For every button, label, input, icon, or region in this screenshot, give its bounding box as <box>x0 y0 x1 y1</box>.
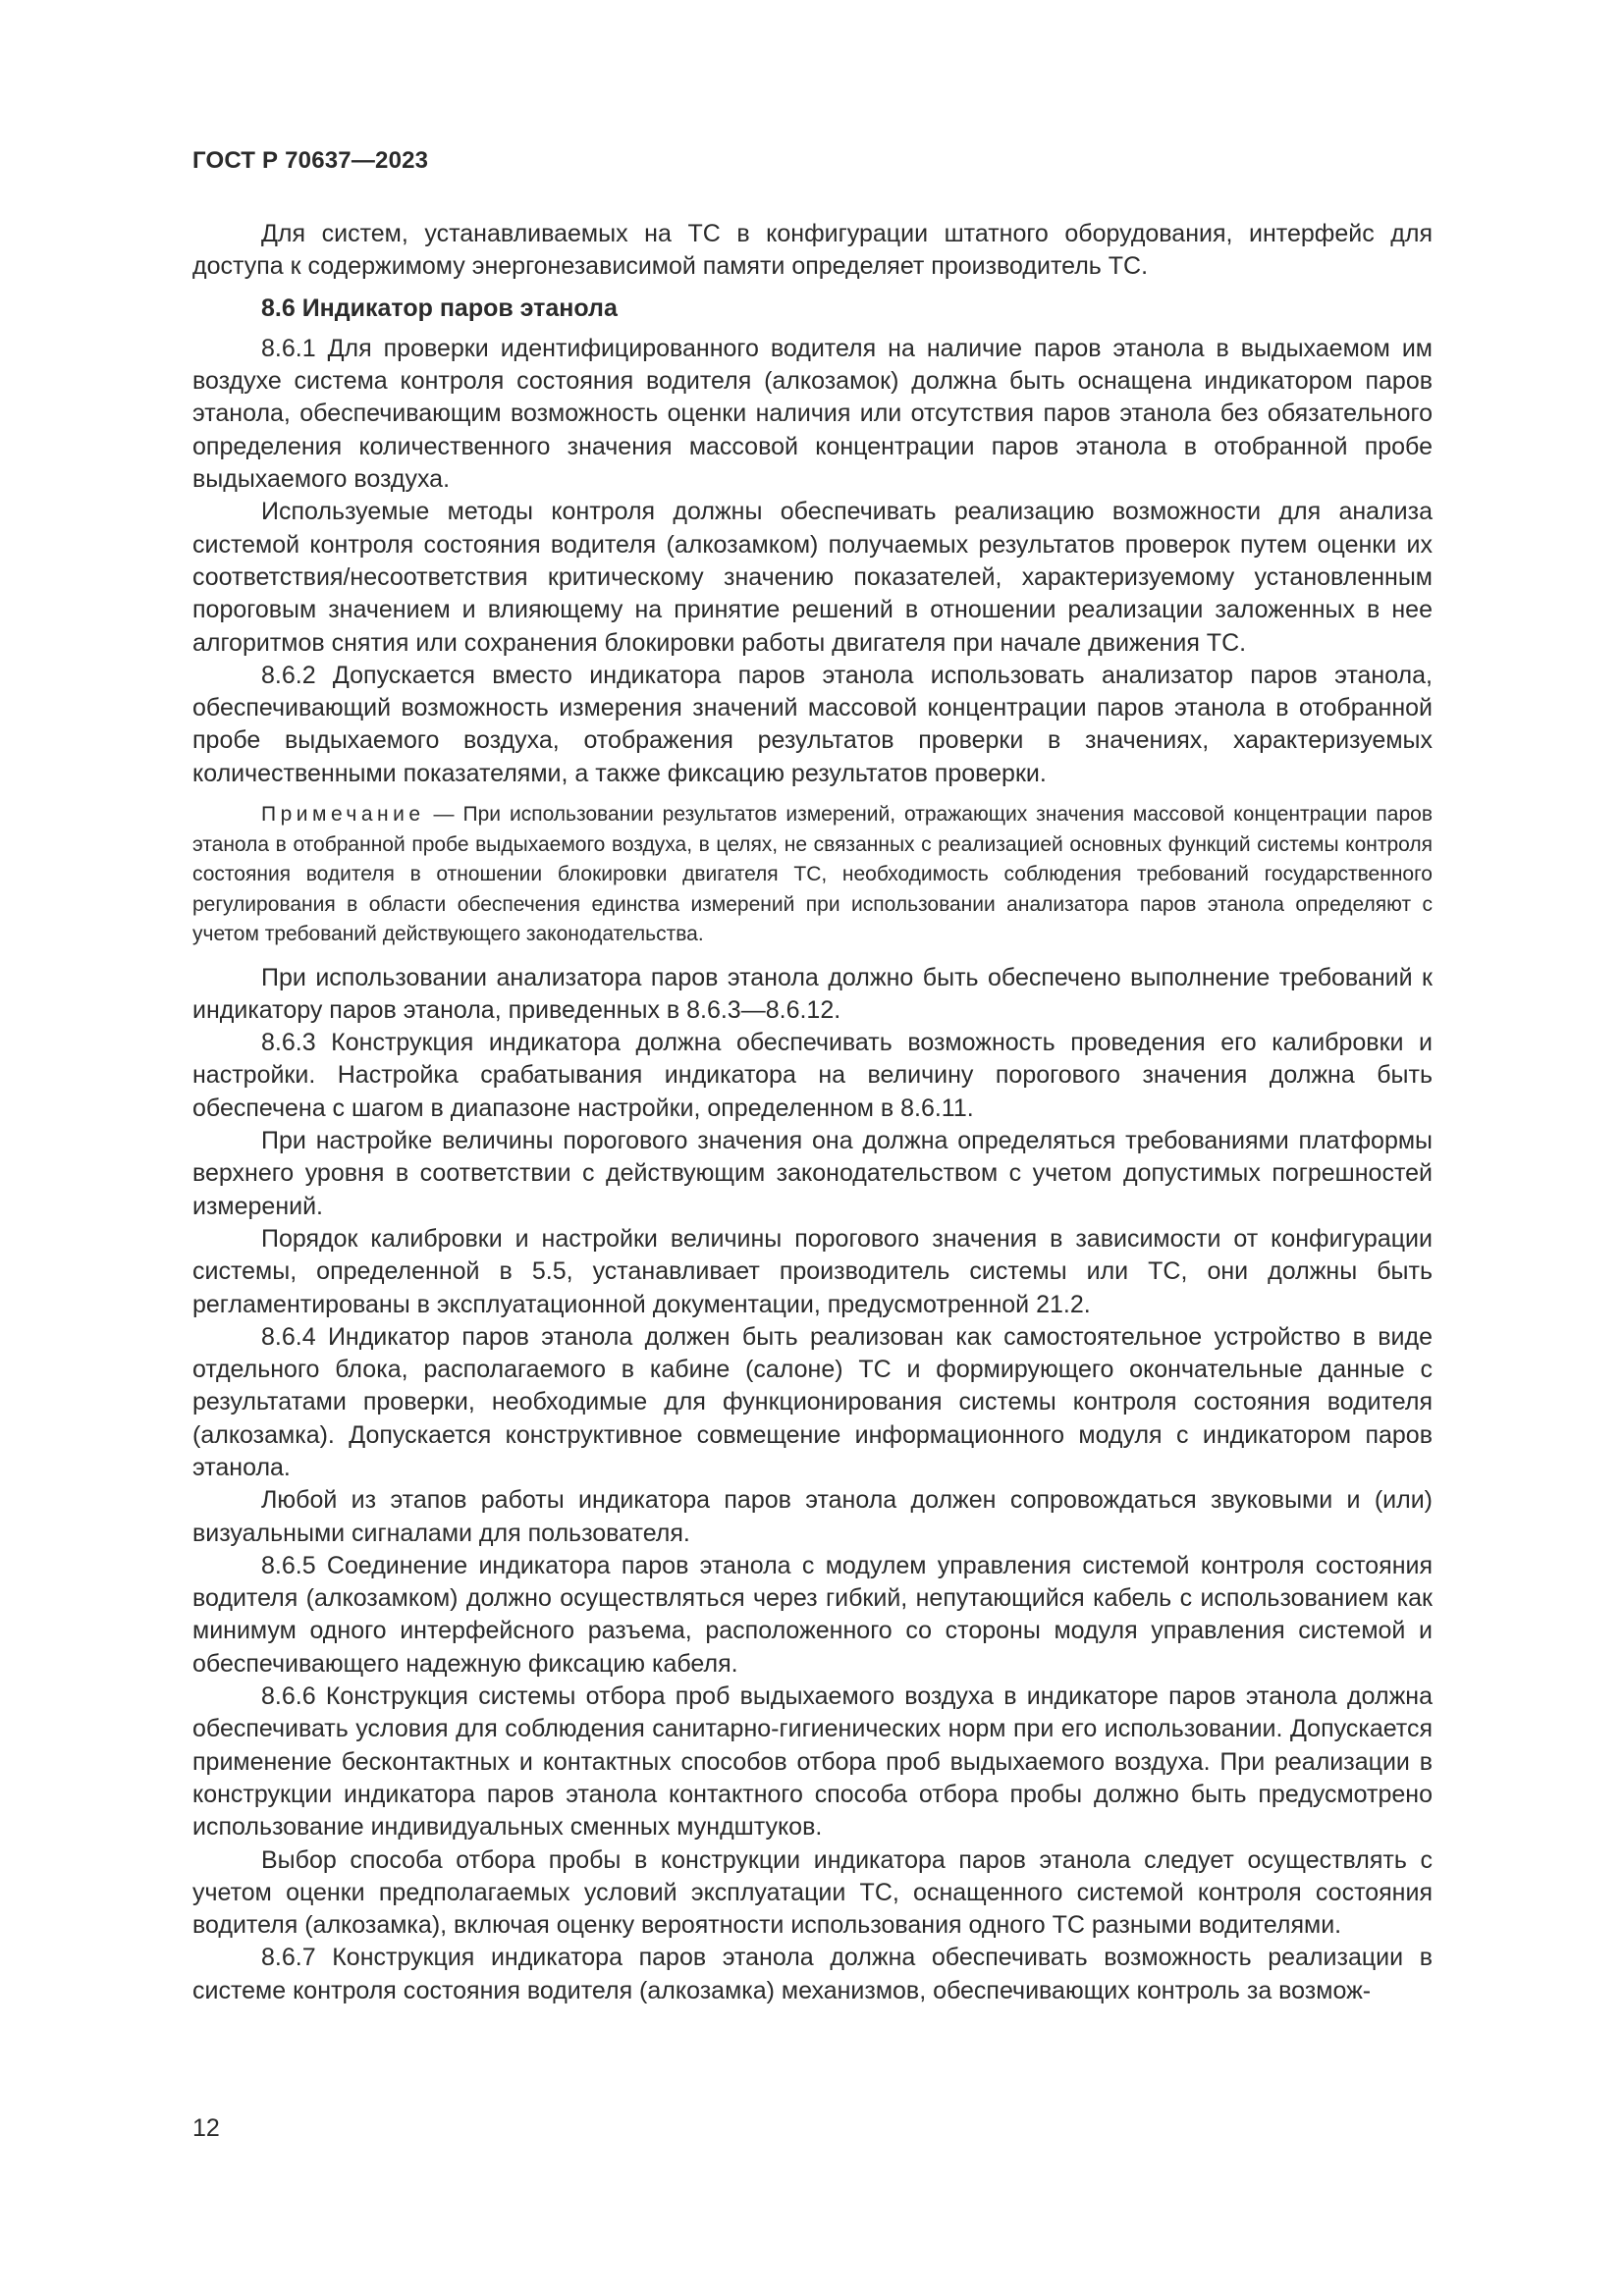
note-paragraph <box>192 800 1433 950</box>
note-label: Примечание <box>261 803 425 827</box>
paragraph-8-6-2: 8.6.2 Допускается вместо индикатора паров этанола использовать анализатор паров этанола, обеспечивающий возможность измерения значений массовой концентрации паров этанола в отобранной пробе выдыхаемого воздуха, отображения результатов проверки в значениях, характеризуемых количественными показателями, а также фиксацию результатов проверки. <box>192 661 1433 787</box>
section-heading-8-6: 8.6 Индикатор паров этанола <box>261 294 618 322</box>
paragraph-8-6-7: 8.6.7 Конструкция индикатора паров этанола должна обеспечивать возможность реализации в системе контроля состояния водителя (алкозамка) механизмов, обеспечивающих контроль за возмож- <box>192 1944 1433 2004</box>
paragraph-8-6-6: 8.6.6 Конструкция системы отбора проб выдыхаемого воздуха в индикаторе паров этанола должна обеспечивать условия для соблюдения санитарно-гигиенических норм при его использовании. Допускается применение бесконтактных и контактных способов отбора проб выдыхаемого воздуха. При реализации в конструкции индикатора паров этанола контактного способа отбора пробы должно быть предусмотрено использование индивидуальных сменных мундштуков. <box>192 1682 1433 1842</box>
paragraph-methods: Используемые методы контроля должны обеспечивать реализацию возможности для анализа системой контроля состояния водителя (алкозамком) получаемых результатов проверок путем оценки их соответствия/несоответствия критическому значению показателей, характеризуемому установленным пороговым значением и влияющему на принятие решений в отношении реализации заложенных в нее алгоритмов снятия или сохранения блокировки работы двигателя при начале движения ТС. <box>192 498 1433 657</box>
paragraph-threshold: При настройке величины порогового значения она должна определяться требованиями платформы верхнего уровня в соответствии с действующим законодательством с учетом допустимых погрешностей измерений. <box>192 1127 1433 1220</box>
page-number: 12 <box>192 2114 220 2142</box>
note-text: — При использовании результатов измерений, отражающих значения массовой концентрации паров этанола в отобранной пробе выдыхаемого воздуха, в целях, не связанных с реализацией основных функций системы контроля состояния водителя в отношении блокировки двигателя ТС, необходимость соблюдения требований государственного регулирования в области обеспечения единства измерений при использовании анализатора паров этанола определяют с учетом требований действующего законодательства. <box>192 803 1433 946</box>
paragraph-intro: Для систем, устанавливаемых на ТС в конфигурации штатного оборудования, интерфейс для доступа к содержимому энергонезависимой памяти определяет производитель ТС. <box>192 220 1433 281</box>
paragraph-calibration: Порядок калибровки и настройки величины порогового значения в зависимости от конфигурации системы, определенной в 5.5, устанавливает производитель системы или ТС, они должны быть регламентированы в эксплуатационной документации, предусмотренной 21.2. <box>192 1224 1433 1318</box>
paragraph-signals: Любой из этапов работы индикатора паров этанола должен сопровождаться звуковыми и (или) визуальными сигналами для пользователя. <box>192 1486 1433 1547</box>
paragraph-choice: Выбор способа отбора пробы в конструкции индикатора паров этанола следует осуществлять с учетом оценки предполагаемых условий эксплуатации ТС, оснащенного системой контроля состояния водителя (алкозамка), включая оценку вероятности использования одного ТС разными водителями. <box>192 1845 1433 1940</box>
paragraph-analyzer: При использовании анализатора паров этанола должно быть обеспечено выполнение требований к индикатору паров этанола, приведенных в 8.6.3—8.6.12. <box>192 963 1433 1024</box>
paragraph-8-6-1: 8.6.1 Для проверки идентифицированного водителя на наличие паров этанола в выдыхаемом им воздухе система контроля состояния водителя (алкозамок) должна быть оснащена индикатором паров этанола, обеспечивающим возможность оценки наличия или отсутствия паров этанола без обязательного определения количественного значения массовой концентрации паров этанола в отобранной пробе выдыхаемого воздуха. <box>192 334 1433 494</box>
paragraph-8-6-3: 8.6.3 Конструкция индикатора должна обеспечивать возможность проведения его калибровки и настройки. Настройка срабатывания индикатора на величину порогового значения должна быть обеспечена с шагом в диапазоне настройки, определенном в 8.6.11. <box>192 1029 1433 1122</box>
document-body <box>192 218 1433 2007</box>
paragraph-8-6-4: 8.6.4 Индикатор паров этанола должен быть реализован как самостоятельное устройство в виде отдельного блока, располагаемого в кабине (салоне) ТС и формирующего окончательные данные с результатами проверки, необходимые для функционирования системы контроля состояния водителя (алкозамка). Допускается конструктивное совмещение информационного модуля с индикатором паров этанола. <box>192 1322 1433 1481</box>
paragraph-8-6-5: 8.6.5 Соединение индикатора паров этанола с модулем управления системой контроля состояния водителя (алкозамком) должно осуществляться через гибкий, непутающийся кабель с использованием как минимум одного интерфейсного разъема, расположенного со стороны модуля управления системой и обеспечивающего надежную фиксацию кабеля. <box>192 1551 1433 1678</box>
document-header-code: ГОСТ Р 70637—2023 <box>192 147 429 174</box>
